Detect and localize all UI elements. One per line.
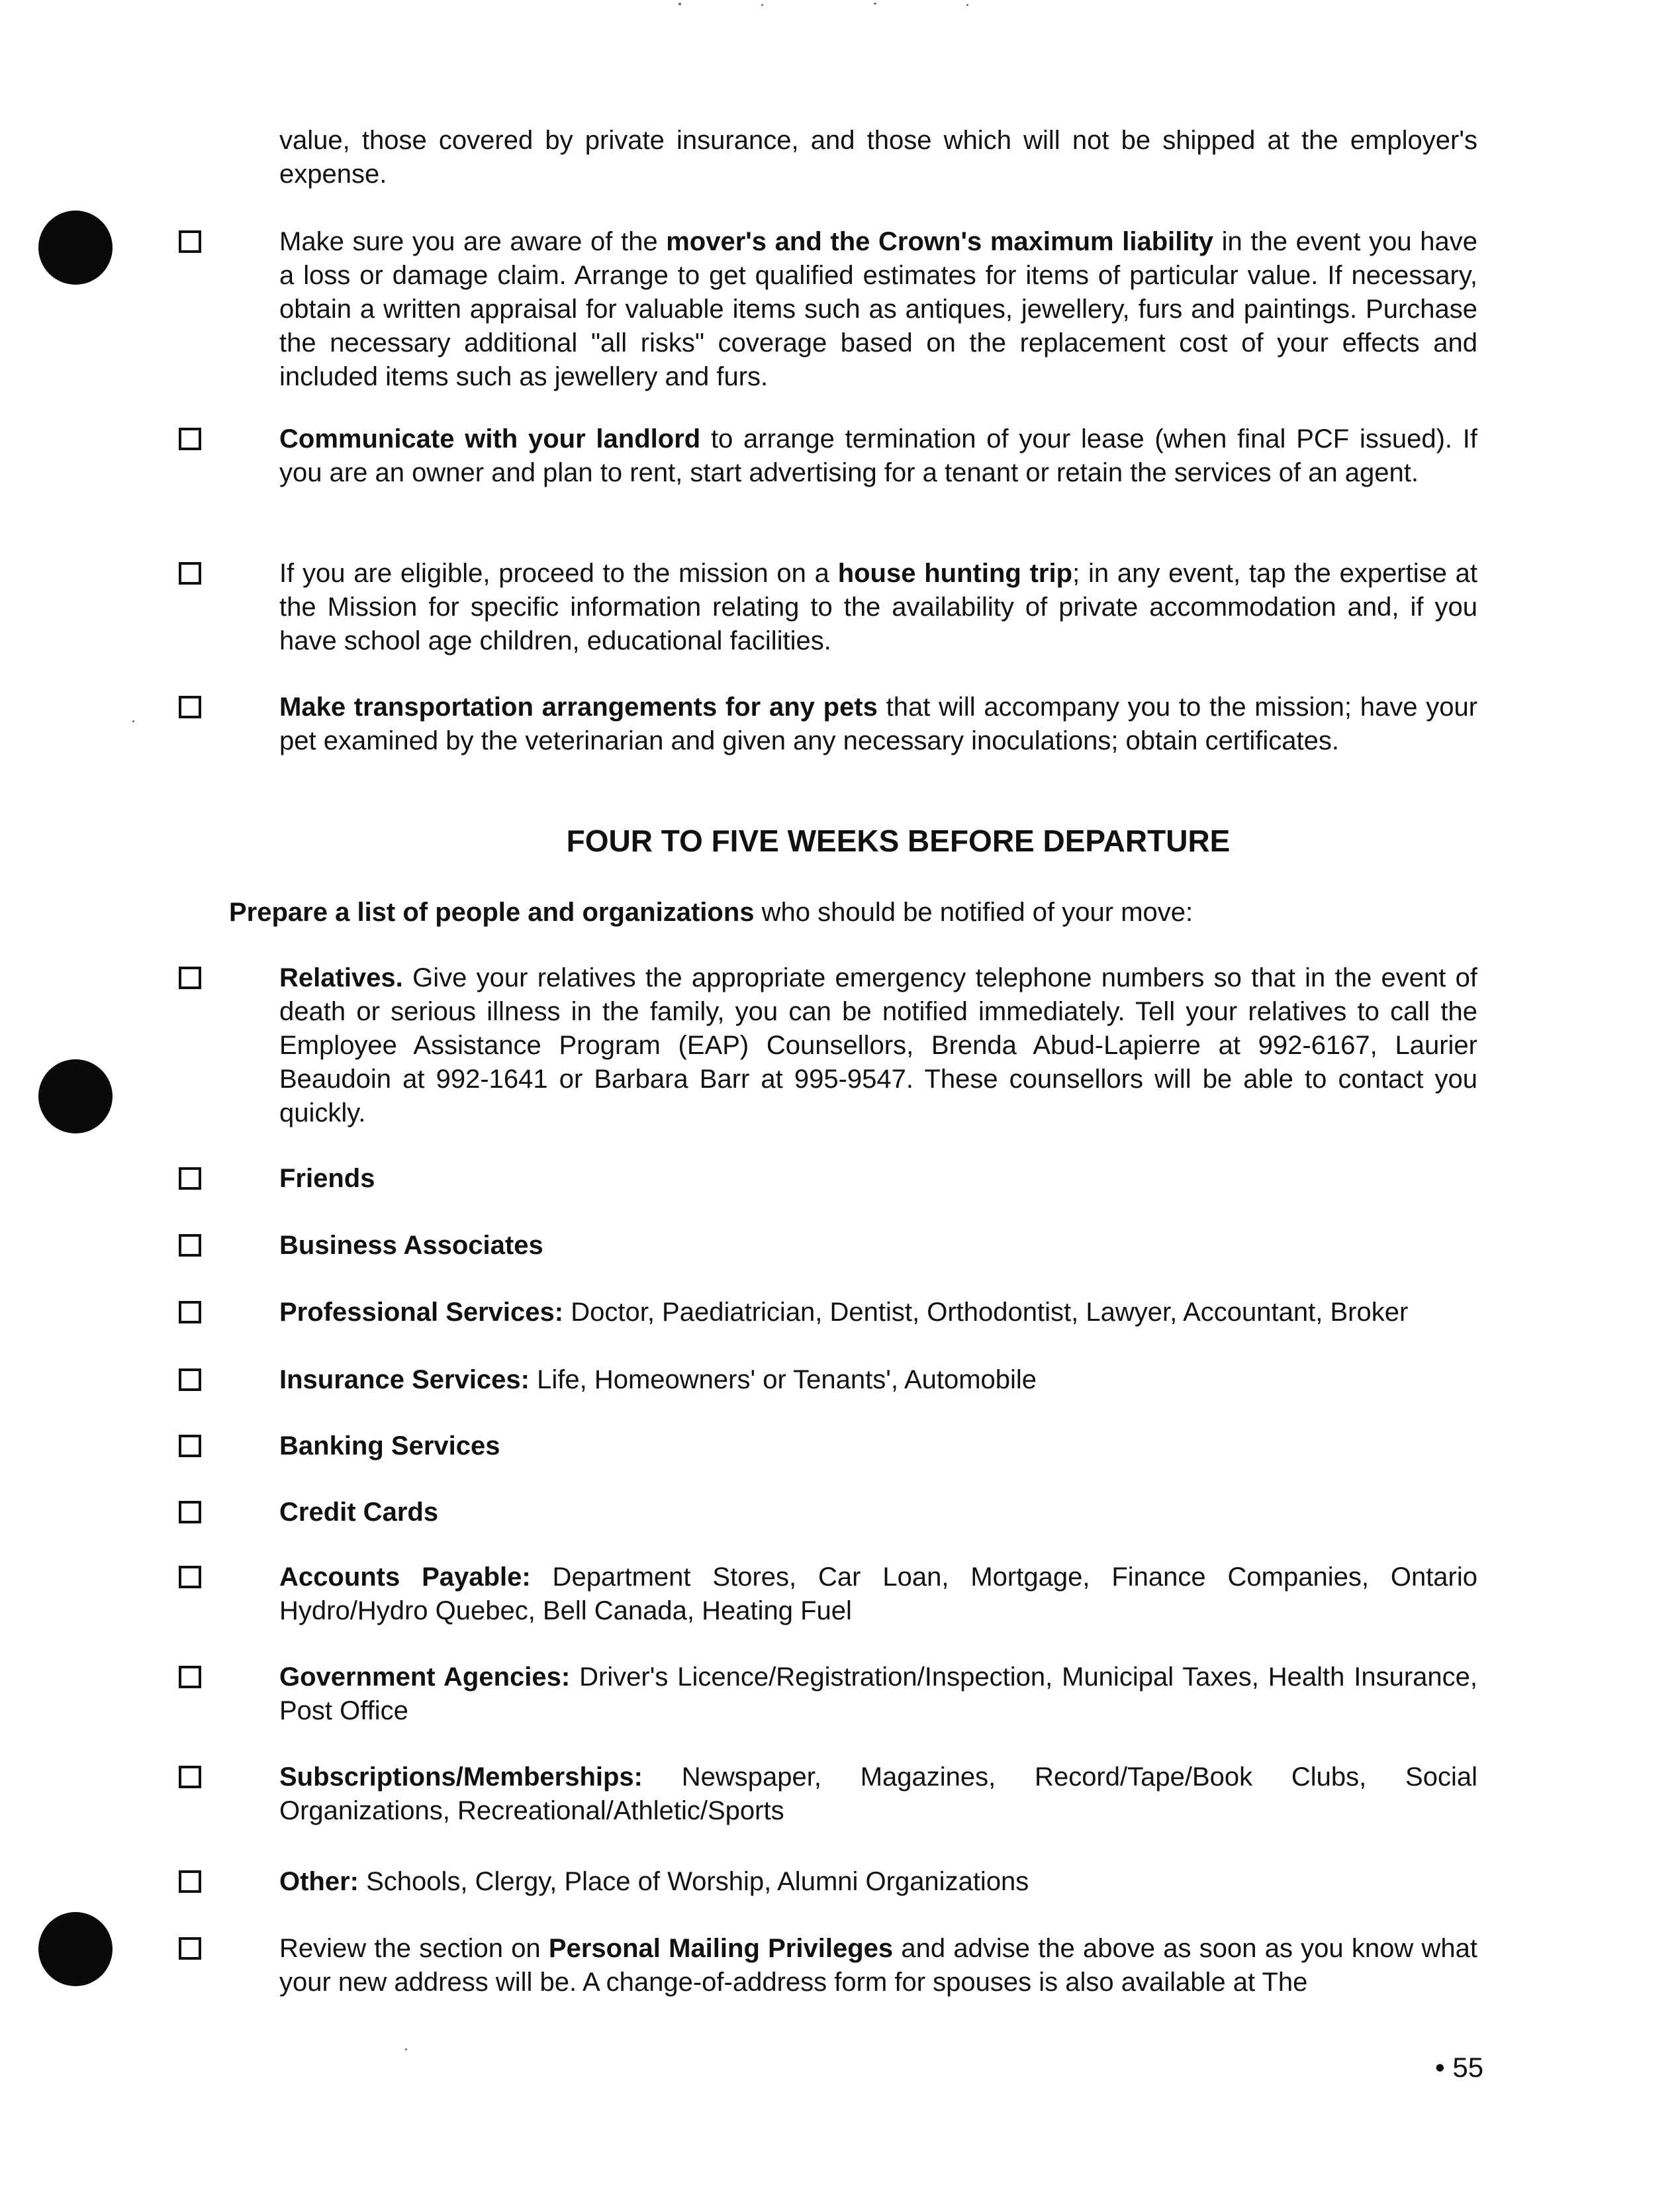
scan-speck (874, 3, 876, 5)
body-text: ; in any event, tap the expertise at the Mission for specific information relating to the availability of private accommodation and, if you have school age children, educational facilities. (279, 559, 1478, 655)
body-text: and advise the above as soon as you know what your new address will be. A change-of-address form for spouses is also available at The (279, 1934, 1478, 1997)
bold-text: Relatives. (279, 963, 403, 992)
checkbox[interactable] (179, 1368, 201, 1391)
scan-speck (132, 720, 134, 722)
bold-text: Communicate with your landlord (279, 424, 701, 454)
checkbox[interactable] (179, 1435, 201, 1457)
body-text: Life, Homeowners' or Tenants', Automobile (530, 1365, 1037, 1394)
checklist-item-text (279, 1363, 1477, 1397)
bold-text: mover's and the Crown's maximum liability (666, 227, 1214, 256)
checkbox[interactable] (179, 1870, 201, 1893)
bold-text: Business Associates (279, 1231, 543, 1260)
checkbox[interactable] (179, 562, 201, 585)
checklist-item-text (279, 1760, 1477, 1828)
bold-text: Friends (279, 1164, 375, 1193)
body-text: Give your relatives the appropriate emergency telephone numbers so that in the event of death or serious illness in the family, you can be notified immediately. Tell your relatives to call the Employee Assistance Program (EAP) Counsellors, Brenda Abud-Lapierre at 992-6167, Laurier Beaudoin at 992-1641 or Barbara Barr at 995-9547. These counsellors will be able to contact you quickly. (279, 963, 1477, 1127)
bold-text: Professional Services: (279, 1298, 564, 1327)
checklist-item-text (279, 1162, 1477, 1196)
punch-hole-bottom (38, 1912, 113, 1986)
body-text: Make sure you are aware of the (279, 227, 667, 256)
checklist-item-text (279, 1296, 1477, 1329)
checkbox[interactable] (179, 1766, 201, 1788)
bold-text: Subscriptions/Memberships: (279, 1762, 643, 1792)
checklist-item-text (279, 1865, 1477, 1899)
punch-hole-middle (38, 1059, 113, 1133)
scan-speck (761, 4, 763, 6)
bold-text: Credit Cards (279, 1498, 439, 1527)
checkbox[interactable] (179, 967, 201, 989)
checklist-item-text (279, 225, 1477, 394)
body-text: Driver's Licence/Registration/Inspection, Municipal Taxes, Health Insurance, Post Office (279, 1662, 1478, 1725)
body-text: Department Stores, Car Loan, Mortgage, Finance Companies, Ontario Hydro/Hydro Quebec, Bell Canada, Heating Fuel (279, 1562, 1478, 1625)
body-text: Review the section on (279, 1934, 549, 1963)
page-number-dot: • (1435, 2052, 1453, 2083)
page-number (1435, 2051, 1483, 2084)
checklist-item-text (279, 1229, 1477, 1263)
checkbox[interactable] (179, 1666, 201, 1688)
body-text: Schools, Clergy, Place of Worship, Alumni Organizations (359, 1867, 1029, 1896)
checkbox[interactable] (179, 1937, 201, 1960)
punch-hole-top (38, 211, 113, 285)
bold-text: Personal Mailing Privileges (548, 1934, 894, 1963)
checklist-item-text (279, 422, 1477, 490)
checkbox[interactable] (179, 230, 201, 253)
body-text: If you are eligible, proceed to the mission on a (279, 559, 838, 588)
bold-text: house hunting trip (837, 559, 1073, 588)
checklist-item-text (279, 1932, 1477, 1999)
scan-speck (405, 2048, 407, 2050)
section-intro-rest: who should be notified of your move: (754, 898, 1193, 927)
section-intro-bold: Prepare a list of people and organizations (229, 898, 755, 927)
body-text: to arrange termination of your lease (when final PCF issued). If you are an owner and plan to rent, start advertising for a tenant or retain the services of an agent. (279, 424, 1477, 487)
body-text: that will accompany you to the mission; have your pet examined by the veterinarian and given any necessary inoculations; obtain certificates. (279, 693, 1478, 755)
checkbox[interactable] (179, 1234, 201, 1257)
checklist-item-text (279, 1660, 1477, 1728)
scan-speck (678, 3, 681, 5)
checkbox[interactable] (179, 1501, 201, 1523)
checkbox[interactable] (179, 1566, 201, 1588)
checklist-item-text (279, 1429, 1477, 1463)
section-intro (229, 896, 1193, 930)
checklist-item-text (279, 961, 1477, 1130)
checklist-item-text (279, 691, 1477, 758)
bold-text: Make transportation arrangements for any pets (279, 693, 878, 722)
continued-paragraph: value, those covered by private insurance, and those which will not be shipped at the employer's expense. (279, 126, 1477, 189)
bold-text: Accounts Payable: (279, 1562, 531, 1592)
checklist-item-text (279, 1560, 1477, 1628)
bold-text: Insurance Services: (279, 1365, 530, 1394)
scan-speck (966, 4, 968, 6)
checkbox[interactable] (179, 428, 201, 450)
checkbox[interactable] (179, 696, 201, 718)
bold-text: Banking Services (279, 1431, 500, 1461)
bold-text: Government Agencies: (279, 1662, 571, 1692)
body-text: in the event you have a loss or damage claim. Arrange to get qualified estimates for items of particular value. If necessary, obtain a written appraisal for valuable items such as antiques, jewellery, furs and paintings. Purchase the necessary additional "all risks" coverage based on the replacement cost of your effects and included items such as jewellery and furs. (279, 227, 1477, 391)
section-heading: FOUR TO FIVE WEEKS BEFORE DEPARTURE (566, 824, 1231, 858)
checkbox[interactable] (179, 1167, 201, 1190)
page-number-value: 55 (1452, 2052, 1484, 2083)
checklist-item-text (279, 1496, 1477, 1529)
body-text: Newspaper, Magazines, Record/Tape/Book Clubs, Social Organizations, Recreational/Athletic/Sports (279, 1762, 1477, 1825)
bold-text: Other: (279, 1867, 359, 1896)
checkbox[interactable] (179, 1301, 201, 1323)
body-text: Doctor, Paediatrician, Dentist, Orthodontist, Lawyer, Accountant, Broker (563, 1298, 1409, 1327)
checklist-item-text (279, 557, 1477, 658)
